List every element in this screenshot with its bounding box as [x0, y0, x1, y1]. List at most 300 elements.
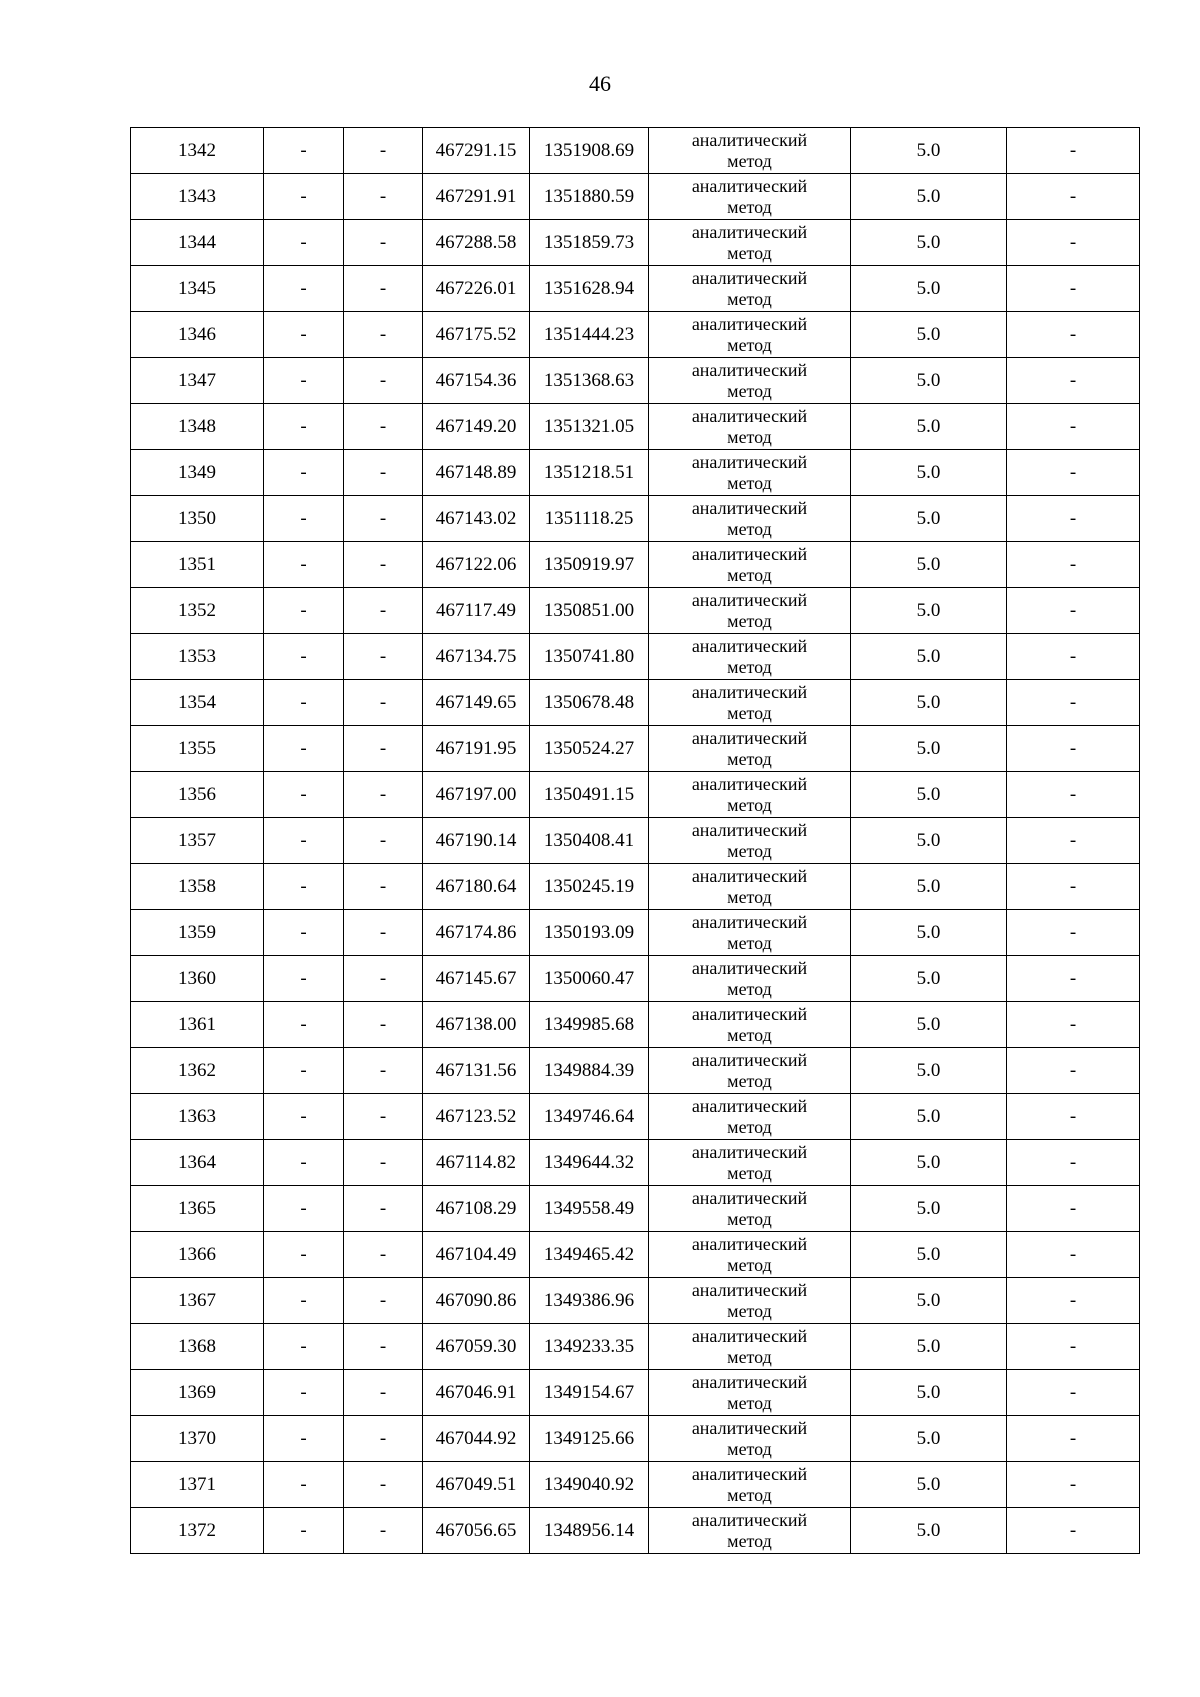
dash-cell: - [264, 450, 344, 496]
dash-cell: - [264, 1278, 344, 1324]
method-cell [649, 1462, 851, 1508]
method-line: метод [727, 150, 772, 171]
point-number-cell: 1364 [131, 1140, 264, 1186]
accuracy-cell: 5.0 [851, 588, 1007, 634]
point-number-cell: 1356 [131, 772, 264, 818]
x-coordinate-cell: 467174.86 [423, 910, 530, 956]
method-line: аналитический [691, 1463, 808, 1484]
x-coordinate-cell: 467059.30 [423, 1324, 530, 1370]
method-line: аналитический [691, 359, 808, 380]
method-cell [649, 496, 851, 542]
dash-cell: - [344, 312, 423, 358]
method-line: аналитический [691, 451, 808, 472]
method-line: аналитический [691, 221, 808, 242]
x-coordinate-cell: 467108.29 [423, 1186, 530, 1232]
table-row [131, 1094, 1140, 1140]
dash-cell: - [264, 1232, 344, 1278]
note-cell: - [1007, 1416, 1140, 1462]
method-cell [649, 358, 851, 404]
method-line: метод [727, 610, 772, 631]
table-row [131, 1278, 1140, 1324]
method-line: метод [727, 334, 772, 355]
accuracy-cell: 5.0 [851, 542, 1007, 588]
point-number-cell: 1366 [131, 1232, 264, 1278]
x-coordinate-cell: 467114.82 [423, 1140, 530, 1186]
point-number-cell: 1360 [131, 956, 264, 1002]
method-cell [649, 1370, 851, 1416]
method-cell [649, 450, 851, 496]
x-coordinate-cell: 467145.67 [423, 956, 530, 1002]
method-line: аналитический [691, 1279, 808, 1300]
x-coordinate-cell: 467056.65 [423, 1508, 530, 1554]
point-number-cell: 1355 [131, 726, 264, 772]
dash-cell: - [344, 864, 423, 910]
dash-cell: - [264, 1186, 344, 1232]
accuracy-cell: 5.0 [851, 1370, 1007, 1416]
x-coordinate-cell: 467138.00 [423, 1002, 530, 1048]
method-cell [649, 1094, 851, 1140]
y-coordinate-cell: 1349558.49 [530, 1186, 649, 1232]
method-line: аналитический [691, 635, 808, 656]
y-coordinate-cell: 1350919.97 [530, 542, 649, 588]
dash-cell: - [264, 358, 344, 404]
dash-cell: - [344, 956, 423, 1002]
table-row [131, 1002, 1140, 1048]
y-coordinate-cell: 1350491.15 [530, 772, 649, 818]
method-line: метод [727, 1254, 772, 1275]
dash-cell: - [344, 1416, 423, 1462]
x-coordinate-cell: 467117.49 [423, 588, 530, 634]
method-cell [649, 312, 851, 358]
point-number-cell: 1370 [131, 1416, 264, 1462]
method-cell [649, 772, 851, 818]
dash-cell: - [344, 1462, 423, 1508]
method-line: метод [727, 564, 772, 585]
dash-cell: - [344, 220, 423, 266]
y-coordinate-cell: 1351118.25 [530, 496, 649, 542]
accuracy-cell: 5.0 [851, 1278, 1007, 1324]
dash-cell: - [264, 312, 344, 358]
y-coordinate-cell: 1350408.41 [530, 818, 649, 864]
dash-cell: - [344, 818, 423, 864]
x-coordinate-cell: 467288.58 [423, 220, 530, 266]
dash-cell: - [344, 1048, 423, 1094]
dash-cell: - [344, 634, 423, 680]
table-row [131, 1508, 1140, 1554]
note-cell: - [1007, 680, 1140, 726]
x-coordinate-cell: 467046.91 [423, 1370, 530, 1416]
dash-cell: - [264, 128, 344, 174]
method-line: метод [727, 518, 772, 539]
dash-cell: - [264, 496, 344, 542]
x-coordinate-cell: 467123.52 [423, 1094, 530, 1140]
dash-cell: - [344, 496, 423, 542]
method-line: метод [727, 426, 772, 447]
y-coordinate-cell: 1351908.69 [530, 128, 649, 174]
dash-cell: - [264, 818, 344, 864]
table-row [131, 1232, 1140, 1278]
y-coordinate-cell: 1349233.35 [530, 1324, 649, 1370]
x-coordinate-cell: 467044.92 [423, 1416, 530, 1462]
x-coordinate-cell: 467180.64 [423, 864, 530, 910]
dash-cell: - [264, 1140, 344, 1186]
accuracy-cell: 5.0 [851, 772, 1007, 818]
dash-cell: - [344, 1324, 423, 1370]
x-coordinate-cell: 467175.52 [423, 312, 530, 358]
note-cell: - [1007, 1462, 1140, 1508]
table-row [131, 1462, 1140, 1508]
dash-cell: - [264, 1048, 344, 1094]
accuracy-cell: 5.0 [851, 726, 1007, 772]
method-line: аналитический [691, 727, 808, 748]
method-cell [649, 634, 851, 680]
note-cell: - [1007, 1002, 1140, 1048]
dash-cell: - [344, 266, 423, 312]
accuracy-cell: 5.0 [851, 128, 1007, 174]
point-number-cell: 1350 [131, 496, 264, 542]
point-number-cell: 1365 [131, 1186, 264, 1232]
dash-cell: - [344, 404, 423, 450]
x-coordinate-cell: 467226.01 [423, 266, 530, 312]
table-row [131, 1186, 1140, 1232]
method-line: аналитический [691, 1095, 808, 1116]
x-coordinate-cell: 467191.95 [423, 726, 530, 772]
dash-cell: - [264, 1508, 344, 1554]
table-row [131, 1416, 1140, 1462]
method-line: аналитический [691, 175, 808, 196]
dash-cell: - [344, 542, 423, 588]
note-cell: - [1007, 772, 1140, 818]
method-line: метод [727, 1300, 772, 1321]
table-row [131, 818, 1140, 864]
method-line: аналитический [691, 1417, 808, 1438]
point-number-cell: 1353 [131, 634, 264, 680]
method-line: метод [727, 1208, 772, 1229]
accuracy-cell: 5.0 [851, 1462, 1007, 1508]
dash-cell: - [264, 1462, 344, 1508]
method-line: аналитический [691, 911, 808, 932]
method-cell [649, 1324, 851, 1370]
method-cell [649, 818, 851, 864]
coordinates-table [130, 127, 1140, 1554]
method-line: метод [727, 472, 772, 493]
method-cell [649, 1002, 851, 1048]
point-number-cell: 1344 [131, 220, 264, 266]
accuracy-cell: 5.0 [851, 1186, 1007, 1232]
note-cell: - [1007, 358, 1140, 404]
point-number-cell: 1345 [131, 266, 264, 312]
method-line: метод [727, 748, 772, 769]
dash-cell: - [264, 588, 344, 634]
dash-cell: - [264, 542, 344, 588]
accuracy-cell: 5.0 [851, 910, 1007, 956]
y-coordinate-cell: 1349040.92 [530, 1462, 649, 1508]
dash-cell: - [264, 220, 344, 266]
dash-cell: - [344, 174, 423, 220]
y-coordinate-cell: 1350851.00 [530, 588, 649, 634]
point-number-cell: 1342 [131, 128, 264, 174]
method-line: аналитический [691, 1049, 808, 1070]
y-coordinate-cell: 1349465.42 [530, 1232, 649, 1278]
table-row [131, 864, 1140, 910]
table-row [131, 726, 1140, 772]
method-line: метод [727, 702, 772, 723]
x-coordinate-cell: 467291.91 [423, 174, 530, 220]
dash-cell: - [344, 358, 423, 404]
dash-cell: - [344, 772, 423, 818]
dash-cell: - [344, 1094, 423, 1140]
point-number-cell: 1348 [131, 404, 264, 450]
accuracy-cell: 5.0 [851, 1094, 1007, 1140]
method-cell [649, 404, 851, 450]
method-line: метод [727, 1346, 772, 1367]
method-line: метод [727, 978, 772, 999]
point-number-cell: 1372 [131, 1508, 264, 1554]
x-coordinate-cell: 467190.14 [423, 818, 530, 864]
method-line: аналитический [691, 589, 808, 610]
point-number-cell: 1351 [131, 542, 264, 588]
y-coordinate-cell: 1350524.27 [530, 726, 649, 772]
point-number-cell: 1358 [131, 864, 264, 910]
point-number-cell: 1367 [131, 1278, 264, 1324]
y-coordinate-cell: 1351444.23 [530, 312, 649, 358]
x-coordinate-cell: 467291.15 [423, 128, 530, 174]
note-cell: - [1007, 542, 1140, 588]
dash-cell: - [264, 956, 344, 1002]
table-row [131, 1048, 1140, 1094]
method-line: метод [727, 1530, 772, 1551]
dash-cell: - [264, 266, 344, 312]
y-coordinate-cell: 1349985.68 [530, 1002, 649, 1048]
dash-cell: - [344, 1278, 423, 1324]
note-cell: - [1007, 1324, 1140, 1370]
dash-cell: - [344, 680, 423, 726]
dash-cell: - [264, 910, 344, 956]
accuracy-cell: 5.0 [851, 220, 1007, 266]
method-line: метод [727, 1438, 772, 1459]
accuracy-cell: 5.0 [851, 1140, 1007, 1186]
note-cell: - [1007, 450, 1140, 496]
table-row [131, 1140, 1140, 1186]
dash-cell: - [264, 726, 344, 772]
dash-cell: - [264, 404, 344, 450]
note-cell: - [1007, 220, 1140, 266]
table-row [131, 1370, 1140, 1416]
method-line: метод [727, 794, 772, 815]
dash-cell: - [264, 1416, 344, 1462]
method-line: аналитический [691, 543, 808, 564]
accuracy-cell: 5.0 [851, 358, 1007, 404]
accuracy-cell: 5.0 [851, 312, 1007, 358]
dash-cell: - [264, 864, 344, 910]
table-row [131, 634, 1140, 680]
dash-cell: - [264, 1324, 344, 1370]
note-cell: - [1007, 1094, 1140, 1140]
note-cell: - [1007, 864, 1140, 910]
note-cell: - [1007, 1278, 1140, 1324]
accuracy-cell: 5.0 [851, 266, 1007, 312]
method-line: метод [727, 1024, 772, 1045]
dash-cell: - [344, 1186, 423, 1232]
table-row [131, 266, 1140, 312]
note-cell: - [1007, 1508, 1140, 1554]
point-number-cell: 1362 [131, 1048, 264, 1094]
accuracy-cell: 5.0 [851, 1232, 1007, 1278]
x-coordinate-cell: 467049.51 [423, 1462, 530, 1508]
x-coordinate-cell: 467149.65 [423, 680, 530, 726]
point-number-cell: 1346 [131, 312, 264, 358]
dash-cell: - [264, 1002, 344, 1048]
y-coordinate-cell: 1351368.63 [530, 358, 649, 404]
method-cell [649, 1508, 851, 1554]
method-line: аналитический [691, 1233, 808, 1254]
y-coordinate-cell: 1350245.19 [530, 864, 649, 910]
x-coordinate-cell: 467143.02 [423, 496, 530, 542]
dash-cell: - [264, 1094, 344, 1140]
point-number-cell: 1371 [131, 1462, 264, 1508]
table-row [131, 910, 1140, 956]
method-line: метод [727, 196, 772, 217]
method-cell [649, 864, 851, 910]
note-cell: - [1007, 312, 1140, 358]
y-coordinate-cell: 1349746.64 [530, 1094, 649, 1140]
method-line: метод [727, 932, 772, 953]
dash-cell: - [344, 588, 423, 634]
note-cell: - [1007, 404, 1140, 450]
method-line: аналитический [691, 1187, 808, 1208]
note-cell: - [1007, 1232, 1140, 1278]
y-coordinate-cell: 1348956.14 [530, 1508, 649, 1554]
accuracy-cell: 5.0 [851, 1508, 1007, 1554]
dash-cell: - [344, 1140, 423, 1186]
method-cell [649, 680, 851, 726]
table-row [131, 220, 1140, 266]
note-cell: - [1007, 128, 1140, 174]
accuracy-cell: 5.0 [851, 864, 1007, 910]
note-cell: - [1007, 1048, 1140, 1094]
y-coordinate-cell: 1349644.32 [530, 1140, 649, 1186]
x-coordinate-cell: 467154.36 [423, 358, 530, 404]
accuracy-cell: 5.0 [851, 174, 1007, 220]
y-coordinate-cell: 1350193.09 [530, 910, 649, 956]
note-cell: - [1007, 818, 1140, 864]
x-coordinate-cell: 467090.86 [423, 1278, 530, 1324]
method-line: метод [727, 656, 772, 677]
method-cell [649, 910, 851, 956]
accuracy-cell: 5.0 [851, 1048, 1007, 1094]
method-cell [649, 956, 851, 1002]
point-number-cell: 1359 [131, 910, 264, 956]
note-cell: - [1007, 496, 1140, 542]
accuracy-cell: 5.0 [851, 450, 1007, 496]
method-line: аналитический [691, 1509, 808, 1530]
y-coordinate-cell: 1351321.05 [530, 404, 649, 450]
x-coordinate-cell: 467134.75 [423, 634, 530, 680]
method-line: аналитический [691, 1371, 808, 1392]
note-cell: - [1007, 266, 1140, 312]
point-number-cell: 1357 [131, 818, 264, 864]
note-cell: - [1007, 726, 1140, 772]
table-row [131, 1324, 1140, 1370]
y-coordinate-cell: 1351218.51 [530, 450, 649, 496]
method-cell [649, 726, 851, 772]
note-cell: - [1007, 910, 1140, 956]
method-line: метод [727, 380, 772, 401]
method-line: метод [727, 1116, 772, 1137]
method-line: аналитический [691, 865, 808, 886]
method-line: метод [727, 1392, 772, 1413]
table-row [131, 450, 1140, 496]
note-cell: - [1007, 956, 1140, 1002]
point-number-cell: 1369 [131, 1370, 264, 1416]
method-line: метод [727, 1070, 772, 1091]
dash-cell: - [344, 726, 423, 772]
dash-cell: - [344, 910, 423, 956]
method-line: аналитический [691, 1325, 808, 1346]
table-row [131, 772, 1140, 818]
dash-cell: - [264, 1370, 344, 1416]
accuracy-cell: 5.0 [851, 1324, 1007, 1370]
table-row [131, 680, 1140, 726]
table-row [131, 588, 1140, 634]
y-coordinate-cell: 1349125.66 [530, 1416, 649, 1462]
dash-cell: - [344, 1232, 423, 1278]
table-row [131, 312, 1140, 358]
dash-cell: - [264, 174, 344, 220]
note-cell: - [1007, 1186, 1140, 1232]
table-row [131, 542, 1140, 588]
dash-cell: - [344, 1508, 423, 1554]
accuracy-cell: 5.0 [851, 634, 1007, 680]
note-cell: - [1007, 1370, 1140, 1416]
point-number-cell: 1352 [131, 588, 264, 634]
y-coordinate-cell: 1351859.73 [530, 220, 649, 266]
accuracy-cell: 5.0 [851, 1002, 1007, 1048]
method-line: метод [727, 840, 772, 861]
y-coordinate-cell: 1350741.80 [530, 634, 649, 680]
method-cell [649, 588, 851, 634]
method-line: аналитический [691, 1141, 808, 1162]
method-line: аналитический [691, 267, 808, 288]
point-number-cell: 1343 [131, 174, 264, 220]
accuracy-cell: 5.0 [851, 496, 1007, 542]
method-line: аналитический [691, 681, 808, 702]
method-line: метод [727, 1162, 772, 1183]
method-cell [649, 1278, 851, 1324]
y-coordinate-cell: 1350678.48 [530, 680, 649, 726]
y-coordinate-cell: 1350060.47 [530, 956, 649, 1002]
method-line: аналитический [691, 313, 808, 334]
y-coordinate-cell: 1349386.96 [530, 1278, 649, 1324]
method-cell [649, 1416, 851, 1462]
point-number-cell: 1347 [131, 358, 264, 404]
method-line: метод [727, 1484, 772, 1505]
method-line: аналитический [691, 957, 808, 978]
x-coordinate-cell: 467131.56 [423, 1048, 530, 1094]
dash-cell: - [344, 128, 423, 174]
note-cell: - [1007, 588, 1140, 634]
note-cell: - [1007, 1140, 1140, 1186]
method-line: аналитический [691, 773, 808, 794]
method-line: аналитический [691, 1003, 808, 1024]
table-row [131, 128, 1140, 174]
x-coordinate-cell: 467122.06 [423, 542, 530, 588]
accuracy-cell: 5.0 [851, 956, 1007, 1002]
table-row [131, 404, 1140, 450]
method-line: метод [727, 886, 772, 907]
method-cell [649, 1140, 851, 1186]
method-cell [649, 1186, 851, 1232]
